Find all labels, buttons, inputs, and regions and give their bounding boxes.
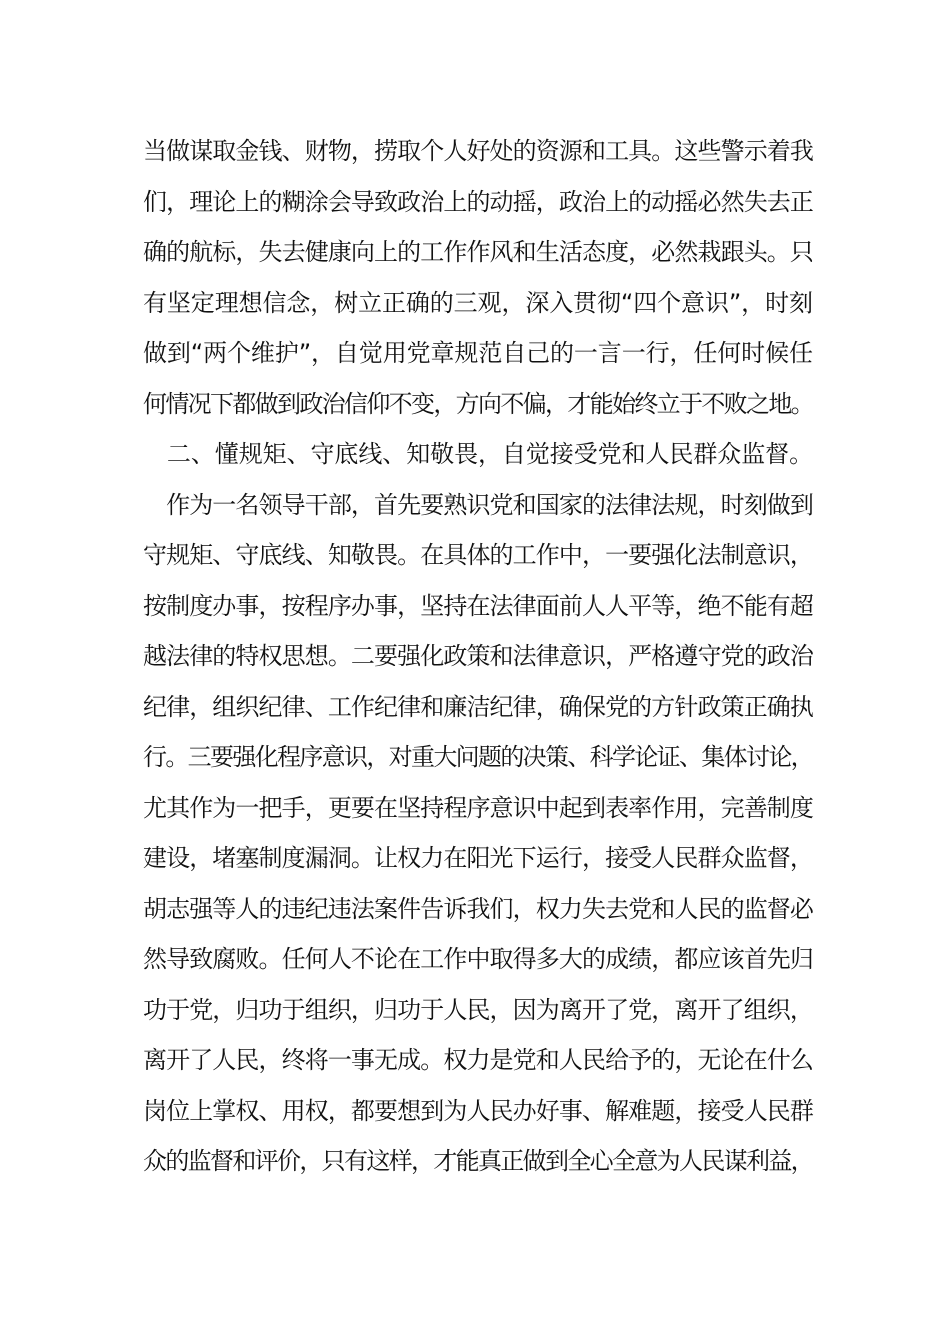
text-line: 建设，堵塞制度漏洞。让权力在阳光下运行，接受人民群众监督， <box>143 844 813 872</box>
text-line: 离开了人民，终将一事无成。权力是党和人民给予的，无论在什么 <box>143 1046 813 1074</box>
body-text <box>143 126 813 1187</box>
text-line: 胡志强等人的违纪违法案件告诉我们，权力失去党和人民的监督必 <box>143 894 813 923</box>
text-line: 作为一名领导干部，首先要熟识党和国家的法律法规，时刻做到 <box>143 490 813 519</box>
text-line: 守规矩、守底线、知敬畏。在具体的工作中，一要强化法制意识， <box>143 541 813 569</box>
text-line: 行。三要强化程序意识，对重大问题的决策、科学论证、集体讨论， <box>143 743 813 771</box>
text-line: 们，理论上的糊涂会导致政治上的动摇，政治上的动摇必然失去正 <box>143 187 813 216</box>
text-line: 众的监督和评价，只有这样，才能真正做到全心全意为人民谋利益， <box>143 1147 813 1175</box>
text-line: 岗位上掌权、用权，都要想到为人民办好事、解难题，接受人民群 <box>143 1096 813 1125</box>
text-line: 做到“两个维护”，自觉用党章规范自己的一言一行，任何时候任 <box>143 339 813 367</box>
section-heading: 二、懂规矩、守底线、知敬畏，自觉接受党和人民群众监督。 <box>143 440 813 468</box>
text-line: 然导致腐败。任何人不论在工作中取得多大的成绩，都应该首先归 <box>143 945 813 973</box>
text-line: 当做谋取金钱、财物，捞取个人好处的资源和工具。这些警示着我 <box>143 137 813 165</box>
text-line: 纪律，组织纪律、工作纪律和廉洁纪律，确保党的方针政策正确执 <box>143 692 813 721</box>
text-line: 何情况下都做到政治信仰不变，方向不偏，才能始终立于不败之地。 <box>143 389 813 418</box>
text-line: 功于党，归功于组织，归功于人民，因为离开了党，离开了组织， <box>143 995 813 1024</box>
text-line: 越法律的特权思想。二要强化政策和法律意识，严格遵守党的政治 <box>143 642 813 670</box>
text-line: 确的航标，失去健康向上的工作作风和生活态度，必然栽跟头。只 <box>143 238 813 266</box>
text-line: 尤其作为一把手，更要在坚持程序意识中起到表率作用，完善制度 <box>143 793 813 822</box>
text-line: 有坚定理想信念，树立正确的三观，深入贯彻“四个意识”，时刻 <box>143 288 813 317</box>
text-line: 按制度办事，按程序办事，坚持在法律面前人人平等，绝不能有超 <box>143 591 813 620</box>
